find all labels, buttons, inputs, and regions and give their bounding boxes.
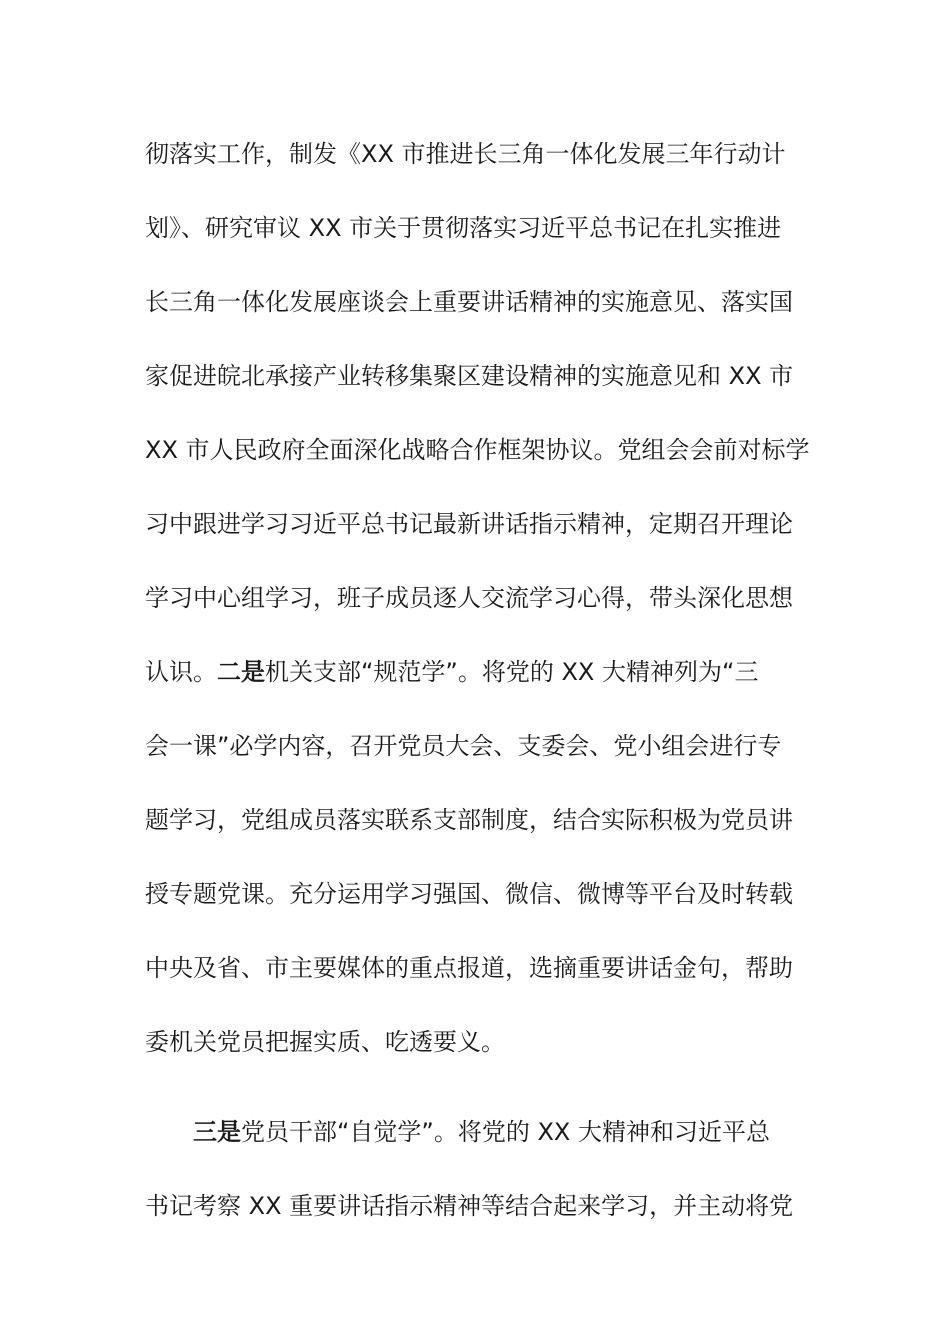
text-line: XX 市人民政府全面深化战略合作框架协议。党组会会前对标学	[145, 436, 810, 464]
text-line: 中央及省、市主要媒体的重点报道，选摘重要讲话金句，帮助	[145, 954, 793, 982]
text-segment: 认识。	[145, 658, 217, 686]
bold-lead-text: 三是	[193, 1118, 241, 1146]
text-line: 委机关党员把握实质、吃透要义。	[145, 1028, 505, 1056]
text-line: 学习中心组学习，班子成员逐人交流学习心得，带头深化思想	[145, 584, 793, 612]
document-body	[145, 126, 810, 1252]
text-line: 习中跟进学习习近平总书记最新讲话指示精神，定期召开理论	[145, 510, 793, 538]
text-line: 彻落实工作，制发《XX 市推进长三角一体化发展三年行动计	[145, 140, 786, 168]
paragraph-1	[145, 126, 810, 1088]
text-line: 书记考察 XX 重要讲话指示精神等结合起来学习，并主动将党	[145, 1192, 794, 1220]
text-line	[145, 644, 810, 718]
text-line: 家促进皖北承接产业转移集聚区建设精神的实施意见和 XX 市	[145, 362, 794, 390]
text-line: 长三角一体化发展座谈会上重要讲话精神的实施意见、落实国	[145, 288, 793, 316]
text-line: 会一课”必学内容，召开党员大会、支委会、党小组会进行专	[145, 732, 782, 760]
text-segment: 党员干部“自觉学”。将党的 XX 大精神和习近平总	[241, 1118, 771, 1146]
text-line: 授专题党课。充分运用学习强国、微信、微博等平台及时转载	[145, 880, 793, 908]
text-segment: 机关支部“规范学”。将党的 XX 大精神列为“三	[265, 658, 759, 686]
paragraph-2	[145, 1104, 810, 1252]
paragraph-spacer	[145, 1088, 810, 1104]
bold-lead-text: 二是	[217, 658, 265, 686]
text-line: 题学习，党组成员落实联系支部制度，结合实际积极为党员讲	[145, 806, 793, 834]
text-line: 划》、研究审议 XX 市关于贯彻落实习近平总书记在扎实推进	[145, 214, 782, 242]
text-line	[145, 1104, 810, 1178]
